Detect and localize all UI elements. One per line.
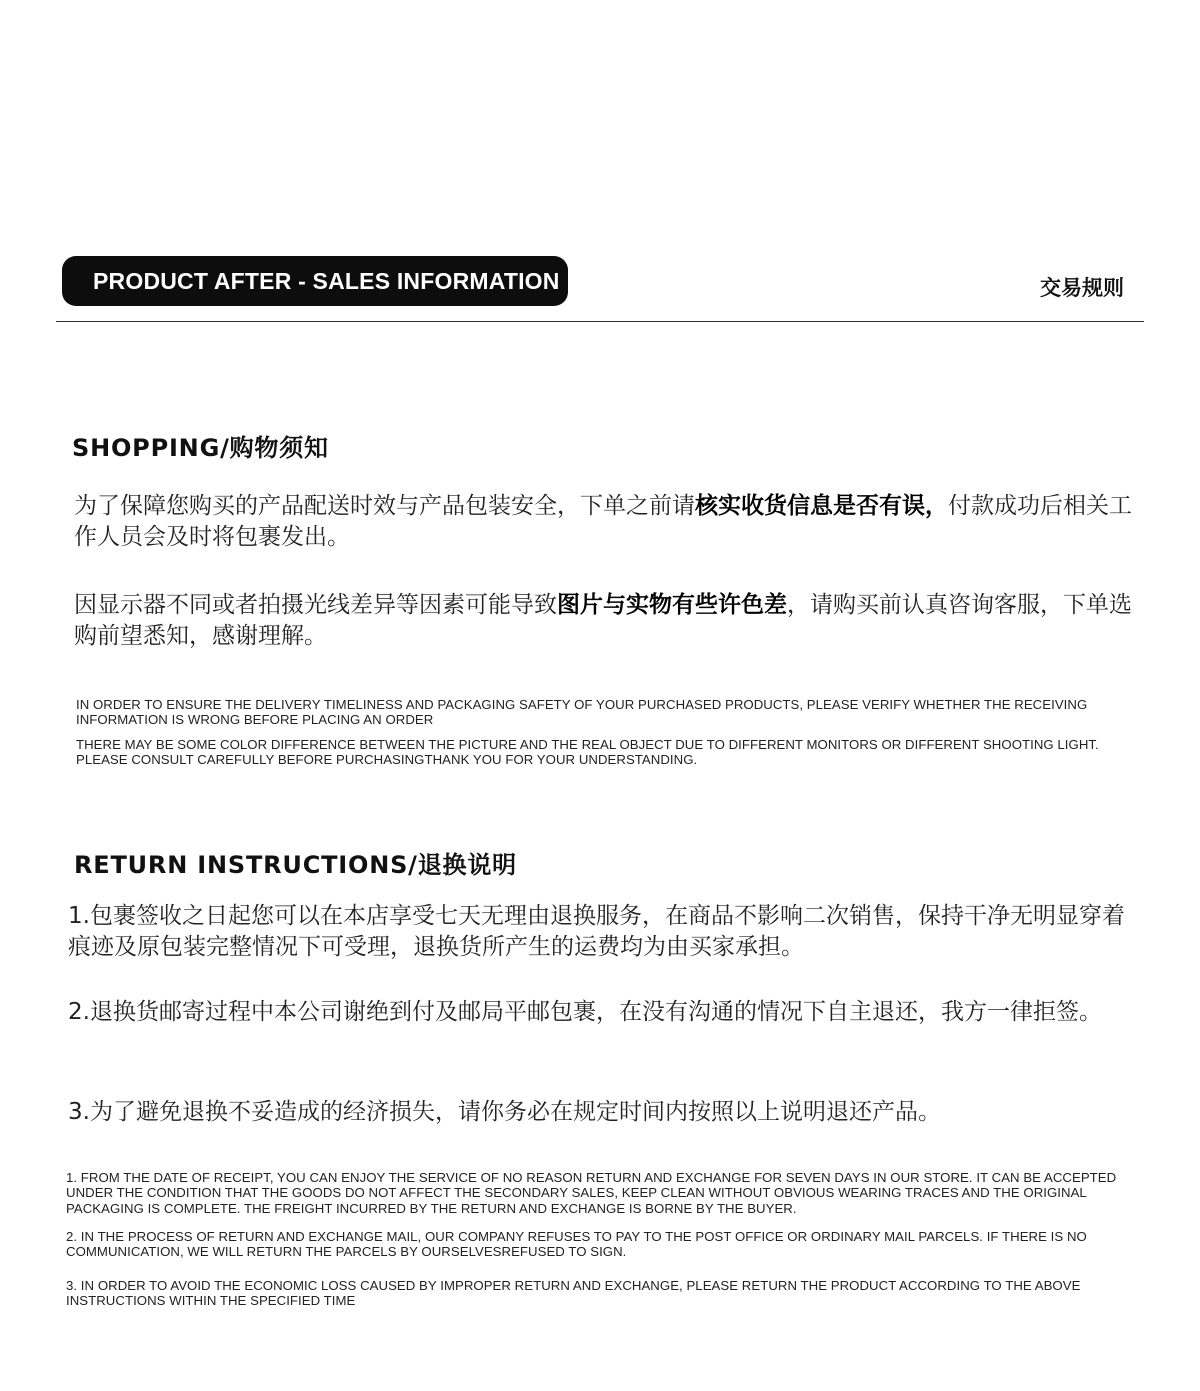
shopping-paragraph-2: 因显示器不同或者拍摄光线差异等因素可能导致图片与实物有些许色差，请购买前认真咨询客服，下单选购前望悉知，感谢理解。 — [74, 592, 1132, 649]
header-pill-title: PRODUCT AFTER - SALES INFORMATION — [93, 268, 560, 294]
returns-section-title: RETURN INSTRUCTIONS/退换说明 — [74, 851, 517, 879]
shopping-paragraph-1-emphasis: 核实收货信息是否有误， — [695, 493, 948, 519]
header-right-title: 交易规则 — [1040, 276, 1124, 300]
returns-item-2: 2.退换货邮寄过程中本公司谢绝到付及邮局平邮包裹，在没有沟通的情况下自主退还，我方一律拒签。 — [68, 999, 1102, 1025]
returns-english-note-1: 1. FROM THE DATE OF RECEIPT, YOU CAN ENJOY THE SERVICE OF NO REASON RETURN AND EXCHANGE FOR SEVEN DAYS IN OUR STORE. IT CAN BE ACCEPTED UNDER THE CONDITION THAT THE GOODS DO NOT AFFECT THE SECONDARY SALES, KEEP CLEAN WITHOUT OBVIOUS WEARING TRACES AND THE ORIGINAL PACKAGING IS COMPLETE. THE FREIGHT INCURRED BY THE RETURN AND EXCHANGE IS BORNE BY THE BUYER. — [66, 1170, 1117, 1216]
shopping-english-note-1: IN ORDER TO ENSURE THE DELIVERY TIMELINESS AND PACKAGING SAFETY OF YOUR PURCHASED PRODUCTS, PLEASE VERIFY WHETHER THE RECEIVING INFORMATION IS WRONG BEFORE PLACING AN ORDER — [76, 697, 1088, 728]
returns-item-1: 1.包裹签收之日起您可以在本店享受七天无理由退换服务，在商品不影响二次销售，保持干净无明显穿着痕迹及原包装完整情况下可受理，退换货所产生的运费均为由买家承担。 — [68, 903, 1125, 960]
shopping-paragraph-2-emphasis: 图片与实物有些许色差 — [557, 592, 787, 618]
section-header-pill — [62, 256, 568, 306]
shopping-paragraph-1: 为了保障您购买的产品配送时效与产品包装安全，下单之前请核实收货信息是否有误，付款成功后相关工作人员会及时将包裹发出。 — [74, 493, 1132, 550]
returns-english-note-3: 3. IN ORDER TO AVOID THE ECONOMIC LOSS CAUSED BY IMPROPER RETURN AND EXCHANGE, PLEASE RETURN THE PRODUCT ACCORDING TO THE ABOVE INSTRUCTIONS WITHIN THE SPECIFIED TIME — [66, 1278, 1081, 1309]
returns-english-note-2: 2. IN THE PROCESS OF RETURN AND EXCHANGE MAIL, OUR COMPANY REFUSES TO PAY TO THE POST OFFICE OR ORDINARY MAIL PARCELS. IF THERE IS NO COMMUNICATION, WE WILL RETURN THE PARCELS BY OURSELVESREFUSED TO SIGN. — [66, 1229, 1087, 1260]
header-divider — [56, 321, 1144, 322]
returns-item-3: 3.为了避免退换不妥造成的经济损失，请你务必在规定时间内按照以上说明退还产品。 — [68, 1099, 941, 1125]
shopping-english-note-2: THERE MAY BE SOME COLOR DIFFERENCE BETWEEN THE PICTURE AND THE REAL OBJECT DUE TO DIFFERENT MONITORS OR DIFFERENT SHOOTING LIGHT. PLEASE CONSULT CAREFULLY BEFORE PURCHASINGTHANK YOU FOR YOUR UNDERSTANDING. — [76, 737, 1099, 768]
shopping-section-title: SHOPPING/购物须知 — [72, 434, 329, 462]
